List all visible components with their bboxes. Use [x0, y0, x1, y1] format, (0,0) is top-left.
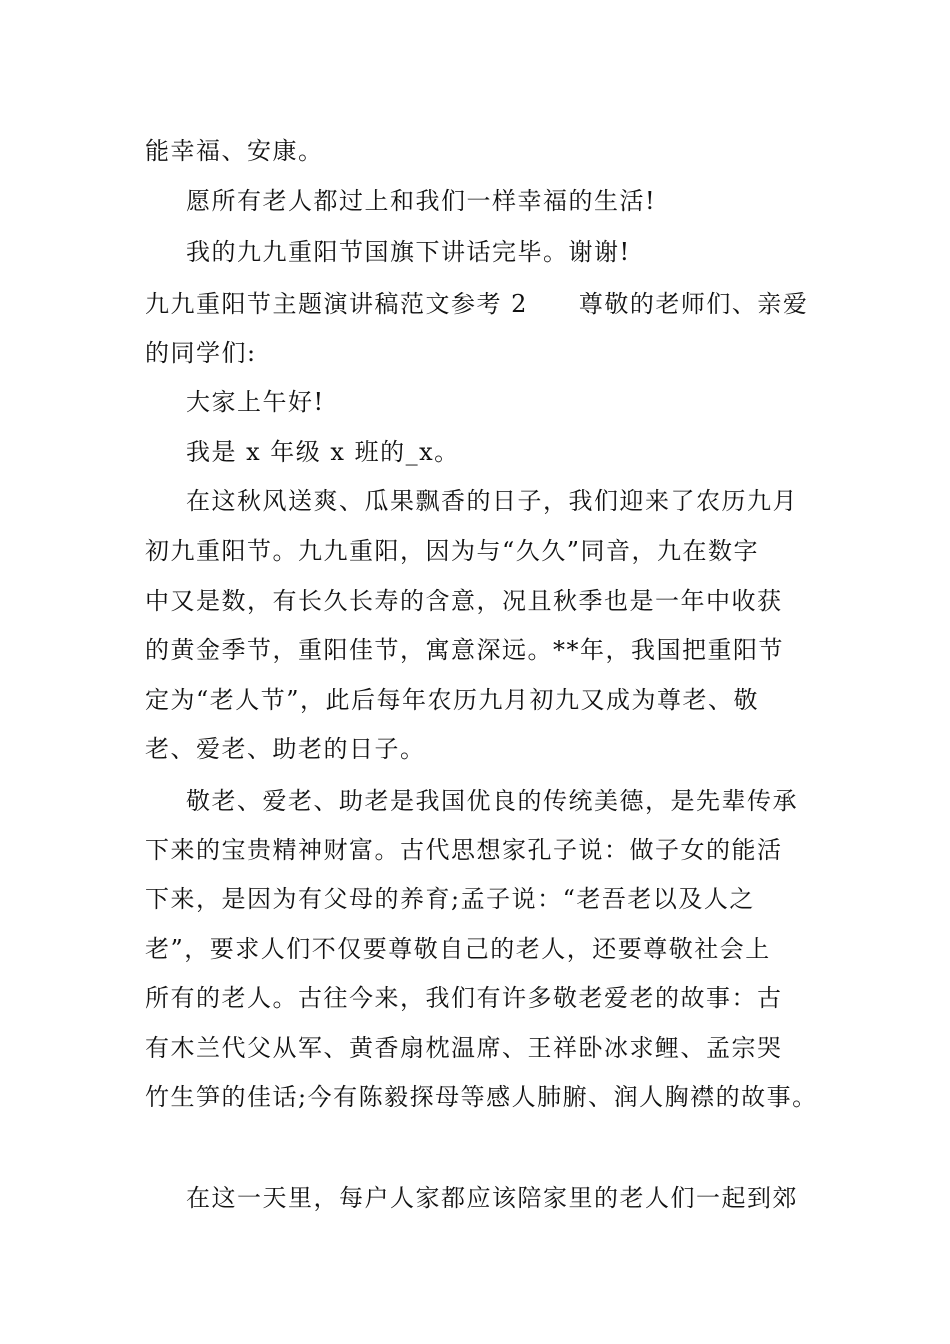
paragraph-line: 我的九九重阳节国旗下讲话完毕。谢谢!: [186, 238, 631, 266]
paragraph-line: 所有的老人。古往今来，我们有许多敬老爱老的故事：古: [145, 984, 783, 1012]
paragraph-line: 竹生笋的佳话;今有陈毅探母等感人肺腑、润人胸襟的故事。: [145, 1083, 818, 1111]
paragraph-line: 愿所有老人都过上和我们一样幸福的生活!: [186, 187, 657, 215]
paragraph-line: 老、爱老、助老的日子。: [145, 735, 426, 763]
paragraph-line: 在这一天里，每户人家都应该陪家里的老人们一起到郊: [186, 1184, 798, 1212]
paragraph-line: 在这秋风送爽、瓜果飘香的日子，我们迎来了农历九月: [186, 487, 798, 515]
paragraph-line: 下来的宝贵精神财富。古代思想家孔子说：做子女的能活: [145, 836, 783, 864]
paragraph-line: 有木兰代父从军、黄香扇枕温席、王祥卧冰求鲤、孟宗哭: [145, 1034, 783, 1062]
paragraph-line: 的同学们:: [145, 339, 257, 367]
paragraph-line: 能幸福、安康。: [145, 137, 324, 165]
paragraph-line: 我是 x 年级 x 班的_x。: [186, 438, 460, 466]
section-heading-line: 九九重阳节主题演讲稿范文参考 2 尊敬的老师们、亲爱: [145, 290, 809, 318]
paragraph-line: 的黄金季节，重阳佳节，寓意深远。**年，我国把重阳节: [145, 636, 784, 664]
paragraph-line: 初九重阳节。九九重阳，因为与“久久”同音，九在数字: [145, 537, 760, 565]
paragraph-line: 定为“老人节”，此后每年农历九月初九又成为尊老、敬: [145, 686, 760, 714]
paragraph-line: 下来，是因为有父母的养育;孟子说：“老吾老以及人之: [145, 885, 755, 913]
paragraph-line: 敬老、爱老、助老是我国优良的传统美德，是先辈传承: [186, 787, 798, 815]
paragraph-line: 中又是数，有长久长寿的含意，况且秋季也是一年中收获: [145, 587, 783, 615]
paragraph-line: 大家上午好!: [186, 388, 325, 416]
paragraph-line: 老”，要求人们不仅要尊敬自己的老人，还要尊敬社会上: [145, 935, 771, 963]
